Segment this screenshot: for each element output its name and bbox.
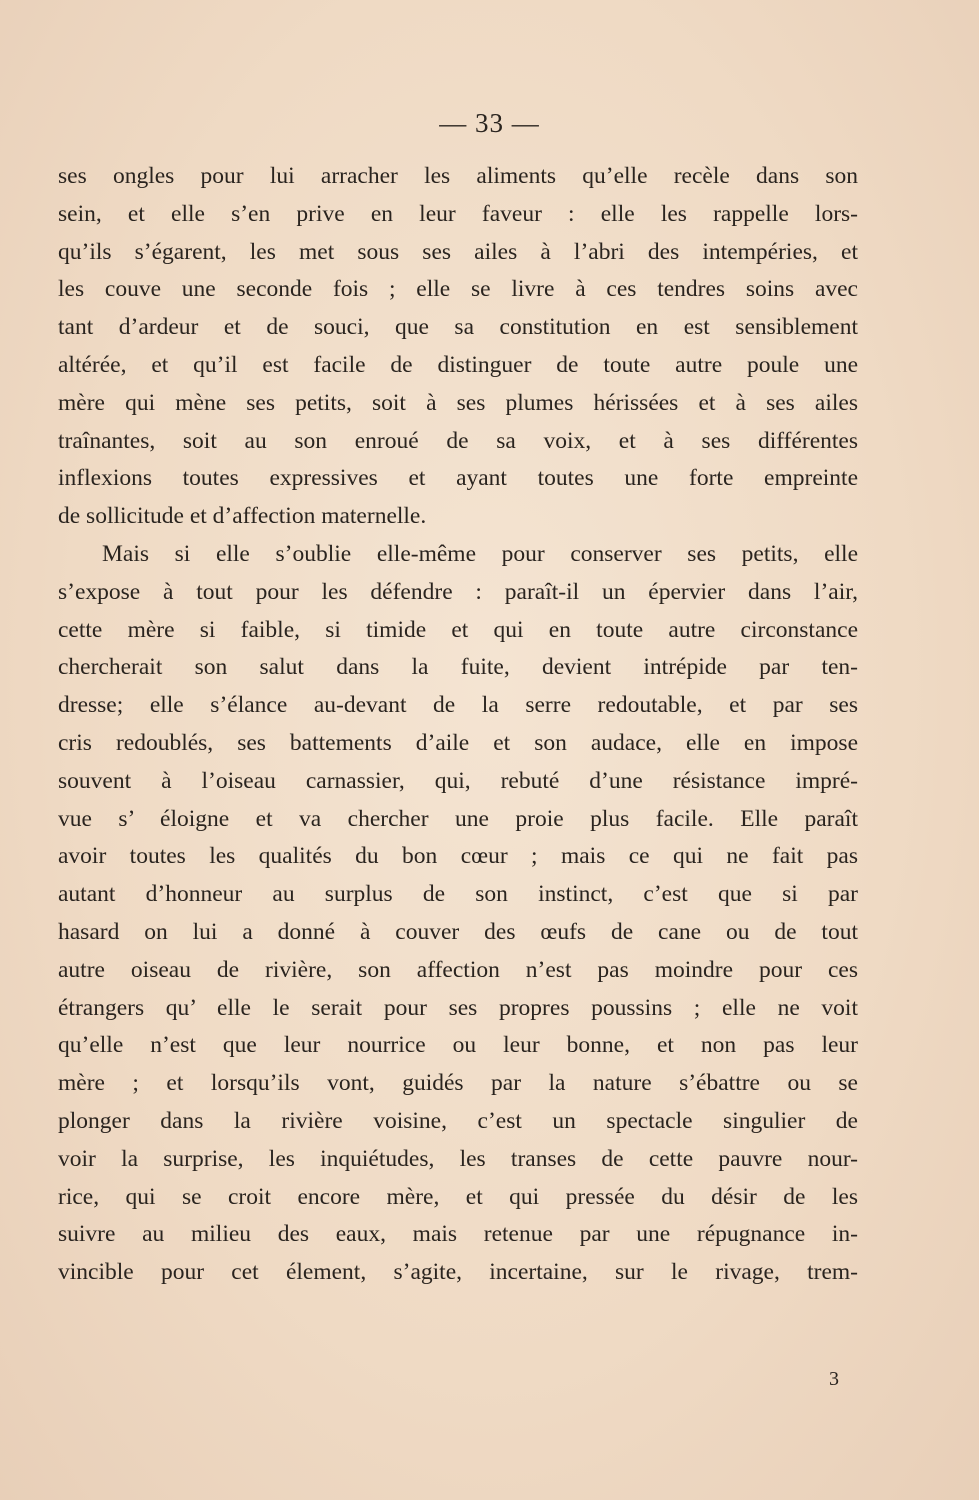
paragraph-start-line: Mais si elle s’oublie elle-même pour conserver ses petits, elle bbox=[102, 540, 858, 567]
text-line: inflexions toutes expressives et ayant toutes une forte empreinte bbox=[58, 465, 858, 492]
body-text bbox=[58, 158, 858, 1292]
text-line: autre oiseau de rivière, son affection n’est pas moindre pour ces bbox=[58, 956, 858, 983]
text-line: tant d’ardeur et de souci, que sa constitution en est sensiblement bbox=[58, 314, 858, 341]
text-line: plonger dans la rivière voisine, c’est un spectacle singulier de bbox=[58, 1107, 858, 1134]
text-line: chercherait son salut dans la fuite, devient intrépide par ten- bbox=[58, 654, 858, 681]
text-line: s’expose à tout pour les défendre : paraît-il un épervier dans l’air, bbox=[58, 578, 858, 605]
text-line: cette mère si faible, si timide et qui en toute autre circonstance bbox=[58, 616, 858, 643]
signature-mark: 3 bbox=[829, 1368, 839, 1390]
text-line: souvent à l’oiseau carnassier, qui, rebuté d’une résistance impré- bbox=[58, 767, 858, 794]
text-line: qu’elle n’est que leur nourrice ou leur bonne, et non pas leur bbox=[58, 1032, 858, 1059]
text-line: autant d’honneur au surplus de son instinct, c’est que si par bbox=[58, 881, 858, 908]
text-line: mère qui mène ses petits, soit à ses plumes hérissées et à ses ailes bbox=[58, 389, 858, 416]
text-line: cris redoublés, ses battements d’aile et son audace, elle en impose bbox=[58, 729, 858, 756]
text-line: hasard on lui a donné à couver des œufs de cane ou de tout bbox=[58, 918, 858, 945]
text-line: vue s’ éloigne et va chercher une proie plus facile. Elle paraît bbox=[58, 805, 858, 832]
text-line: qu’ils s’égarent, les met sous ses ailes à l’abri des intempéries, et bbox=[58, 238, 858, 265]
text-line: vincible pour cet élement, s’agite, incertaine, sur le rivage, trem- bbox=[58, 1259, 858, 1286]
text-line: les couve une seconde fois ; elle se livre à ces tendres soins avec bbox=[58, 276, 858, 303]
text-line: dresse; elle s’élance au-devant de la serre redoutable, et par ses bbox=[58, 692, 858, 719]
text-line: avoir toutes les qualités du bon cœur ; mais ce qui ne fait pas bbox=[58, 843, 858, 870]
text-line: mère ; et lorsqu’ils vont, guidés par la nature s’ébattre ou se bbox=[58, 1070, 858, 1097]
text-line: ses ongles pour lui arracher les aliments qu’elle recèle dans son bbox=[58, 163, 858, 189]
paragraph-end-line: de sollicitude et d’affection maternelle. bbox=[58, 503, 427, 530]
text-line: voir la surprise, les inquiétudes, les transes de cette pauvre nour- bbox=[58, 1145, 858, 1172]
text-line: suivre au milieu des eaux, mais retenue par une répugnance in- bbox=[58, 1221, 858, 1248]
text-line: sein, et elle s’en prive en leur faveur : elle les rappelle lors- bbox=[58, 200, 858, 227]
text-line: rice, qui se croit encore mère, et qui pressée du désir de les bbox=[58, 1183, 858, 1210]
text-line: étrangers qu’ elle le serait pour ses propres poussins ; elle ne voit bbox=[58, 994, 858, 1021]
text-line: traînantes, soit au son enroué de sa voix, et à ses différentes bbox=[58, 427, 858, 454]
page-number: — 33 — bbox=[439, 108, 540, 138]
text-line: altérée, et qu’il est facile de distinguer de toute autre poule une bbox=[58, 351, 858, 378]
